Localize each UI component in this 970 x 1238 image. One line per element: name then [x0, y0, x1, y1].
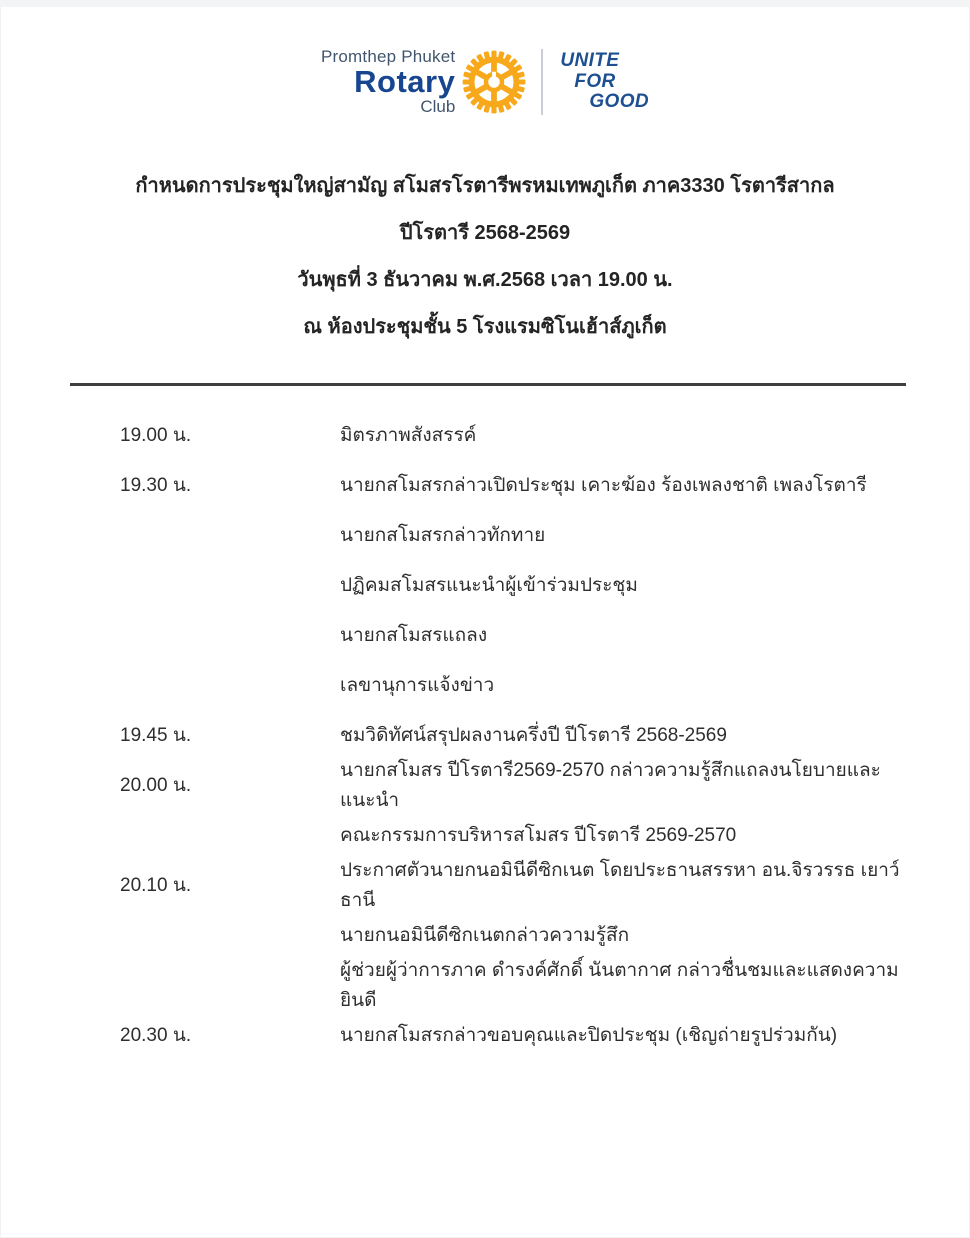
schedule-row: [120, 410, 970, 460]
date-time-line: วันพุธที่ 3 ธันวาคม พ.ศ.2568 เวลา 19.00 น.: [297, 269, 673, 292]
schedule-text: นายกสโมสรกล่าวขอบคุณและปิดประชุม (เชิญถ่ายรูปร่วมกัน): [340, 1025, 838, 1047]
logo-tagline: [560, 51, 649, 113]
document-headings: [0, 172, 970, 341]
schedule-text: คณะกรรมการบริหารสโมสร ปีโรตารี 2569-2570: [340, 825, 737, 847]
page-title: กำหนดการประชุมใหญ่สามัญ สโมสรโรตารีพรหมเทพภูเก็ต ภาค3330 โรตารีสากล: [135, 175, 835, 198]
schedule-text: ชมวิดิทัศน์สรุปผลงานครึ่งปี ปีโรตารี 2568-2569: [340, 725, 727, 747]
schedule-time: 19.00 น.: [120, 425, 192, 447]
logo-tagline-line3: GOOD: [589, 91, 650, 113]
venue-line: ณ ห้องประชุมชั้น 5 โรงแรมซิโนเฮ้าส์ภูเก็ต: [303, 316, 667, 339]
logo-tagline-line2: FOR: [574, 70, 616, 92]
logo-tagline-line1: UNITE: [560, 50, 620, 72]
schedule-text: เลขานุการแจ้งข่าว: [340, 675, 495, 697]
schedule-row: [120, 960, 970, 1010]
schedule-time: 19.30 น.: [120, 475, 192, 497]
schedule-row: [120, 460, 970, 510]
schedule-row: [120, 710, 970, 760]
schedule-text: นายกสโมสรแถลง: [340, 625, 488, 647]
logo-club-name-line3: Club: [420, 97, 456, 117]
logo-divider: [541, 49, 543, 115]
schedule-row: [120, 560, 970, 610]
schedule-time: 20.10 น.: [120, 875, 192, 897]
schedule-text: ปฏิคมสโมสรแนะนำผู้เข้าร่วมประชุม: [340, 575, 638, 597]
horizontal-rule: [70, 383, 906, 386]
page-top-edge: [0, 0, 970, 7]
schedule-row: [120, 760, 970, 810]
logo-club-name-line2: Rotary: [354, 63, 456, 99]
rotary-club-logo: [0, 0, 970, 116]
schedule-row: [120, 660, 970, 710]
schedule-time: 20.00 น.: [120, 775, 192, 797]
schedule-time: 20.30 น.: [120, 1025, 192, 1047]
schedule-rows: [0, 410, 970, 1060]
schedule-row: [120, 860, 970, 910]
schedule-row: [120, 810, 970, 860]
schedule-text: นายกนอมินีดีซิกเนตกล่าวความรู้สึก: [340, 925, 630, 947]
logo-club-name-line1: Promthep Phuket: [320, 47, 456, 66]
schedule-row: [120, 910, 970, 960]
schedule-text: ผู้ช่วยผู้ว่าการภาค ดำรงค์ศักดิ์ นันตากาศ กล่าวชื่นชมและแสดงความยินดี: [340, 960, 899, 1012]
schedule-row: [120, 610, 970, 660]
schedule-text: นายกสโมสรกล่าวทักทาย: [340, 525, 546, 547]
schedule-text: มิตรภาพสังสรรค์: [340, 425, 477, 447]
schedule-row: [120, 1010, 970, 1060]
schedule-text: นายกสโมสร ปีโรตารี2569-2570 กล่าวความรู้สึกแถลงนโยบายและแนะนำ: [340, 760, 881, 812]
rotary-wheel-icon: [462, 50, 526, 114]
schedule-time: 19.45 น.: [120, 725, 192, 747]
schedule-row: [120, 510, 970, 560]
schedule-text: ประกาศตัวนายกนอมินีดีซิกเนต โดยประธานสรรหา อน.จิรวรรธ เยาว์ธานี: [340, 860, 900, 912]
logo-club-name: [321, 48, 455, 116]
rotary-year-line: ปีโรตารี 2568-2569: [399, 222, 571, 245]
schedule-text: นายกสโมสรกล่าวเปิดประชุม เคาะฆ้อง ร้องเพลงชาติ เพลงโรตารี: [340, 475, 867, 497]
